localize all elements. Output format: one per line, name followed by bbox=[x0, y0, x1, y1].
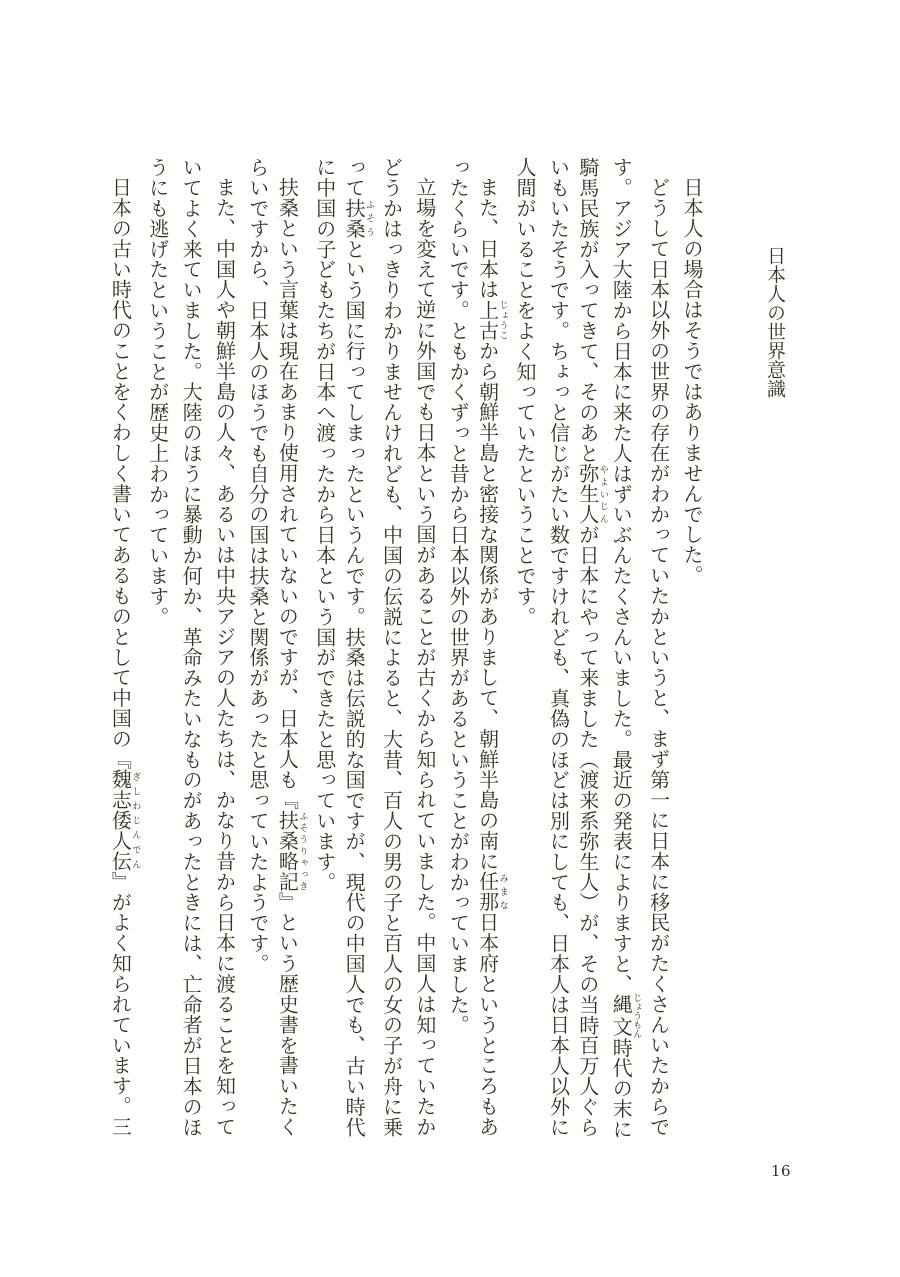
ruby-text: やよいじん bbox=[597, 463, 608, 525]
text-run: 立場を変えて逆に外国でも日本という国があることが古くから知られていました。中国人は知っていたか bbox=[412, 177, 437, 1137]
ruby-annotation bbox=[475, 871, 508, 913]
ruby-base: 扶桑略記 bbox=[275, 810, 300, 892]
ruby-text: みまな bbox=[497, 871, 508, 913]
text-run: また、日本は bbox=[475, 177, 500, 300]
text-run: 』がよく知られています。三 bbox=[108, 871, 133, 1137]
text-run: 人間がいることをよく知っていたということです。 bbox=[513, 157, 538, 627]
text-run: うにも逃げたということが歴史上わかっています。 bbox=[145, 157, 170, 627]
ruby-annotation bbox=[475, 299, 508, 341]
ruby-annotation bbox=[575, 463, 608, 525]
ruby-annotation bbox=[609, 993, 642, 1039]
text-run: また、中国人や朝鮮半島の人々、あるいは中央アジアの人たちは、かなり昔から日本に渡ることを知って bbox=[212, 177, 237, 1137]
ruby-text: ふそう bbox=[364, 197, 375, 239]
text-run: す。アジア大陸から日本に来た人はずいぶんたくさんいました。最近の発表によりますと、 bbox=[609, 157, 634, 995]
text-column bbox=[474, 157, 507, 1137]
text-column bbox=[174, 157, 207, 1137]
text-run: 騎馬民族が入ってきて、そのあと bbox=[575, 157, 600, 464]
text-column bbox=[541, 157, 574, 1137]
ruby-base: 任那 bbox=[475, 871, 500, 913]
text-column bbox=[574, 157, 607, 1137]
text-run: 』という歴史書を書いたく bbox=[275, 891, 300, 1137]
text-run: から朝鮮半島と密接な関係がありまして、朝鮮半島の南に bbox=[475, 340, 500, 872]
ruby-base: 縄文 bbox=[609, 993, 634, 1039]
body-text bbox=[107, 157, 708, 1140]
text-column bbox=[641, 157, 674, 1137]
text-column bbox=[207, 157, 240, 1137]
text-run: 扶桑という言葉は現在あまり使用されていないのですが、日本人も『 bbox=[275, 177, 300, 811]
ruby-base: 魏志倭人伝 bbox=[108, 769, 133, 872]
text-run: 日本の古い時代のことをくわしく書いてあるものとして中国の『 bbox=[108, 177, 133, 770]
text-run: 時代の末に bbox=[609, 1037, 634, 1140]
ruby-text: じょうもん bbox=[631, 993, 642, 1039]
text-run: どうして日本以外の世界の存在がわかっていたかというと、まず第一に日本に移民がたくさんいたからで bbox=[646, 177, 671, 1137]
ruby-text: じょうこ bbox=[497, 299, 508, 341]
ruby-text: ふそうりゃっき bbox=[297, 810, 308, 892]
ruby-annotation bbox=[342, 197, 375, 239]
text-run: らいですから、日本人のほうでも自分の国は扶桑と関係があったと思っていたようです。 bbox=[245, 157, 270, 974]
text-run: いてよく来ていました。大陸のほうに暴動か何か、革命みたいなものがあったときには、亡命者が日本のほ bbox=[179, 157, 204, 1138]
text-run: って bbox=[342, 157, 367, 198]
text-run: いもいたそうです。ちょっと信じがたい数ですけれども、真偽のほどは別にしても、日本人は日本人以外に bbox=[546, 157, 571, 1138]
text-column bbox=[140, 157, 173, 1137]
text-column bbox=[441, 157, 474, 1137]
page-number: 16 bbox=[771, 1162, 792, 1180]
text-column bbox=[374, 157, 407, 1137]
ruby-annotation bbox=[108, 769, 141, 872]
text-run: が日本にやって来ました（渡来系弥生人）が、その当時百万人ぐら bbox=[575, 524, 600, 1138]
text-column bbox=[241, 157, 274, 1137]
text-column bbox=[675, 157, 708, 1137]
text-column bbox=[307, 157, 340, 1137]
ruby-base: 扶桑 bbox=[342, 197, 367, 239]
text-column bbox=[407, 157, 440, 1137]
text-run: に中国の子どもたちが日本へ渡ったから日本という国ができたと思っています。 bbox=[312, 157, 337, 893]
text-run: 日本府というところもあ bbox=[475, 912, 500, 1137]
text-run: 日本人の場合はそうではありませんでした。 bbox=[680, 177, 704, 586]
text-column bbox=[608, 157, 642, 1140]
ruby-annotation bbox=[275, 810, 308, 892]
ruby-base: 弥生人 bbox=[575, 463, 600, 525]
ruby-base: 上古 bbox=[475, 299, 500, 341]
text-run: ったくらいです。ともかくずっと昔から日本以外の世界があるということがわかっていました。 bbox=[446, 157, 471, 1036]
section-heading: 日本人の世界意識 bbox=[764, 246, 786, 398]
text-run: という国に行ってしまったというんです。扶桑は伝説的な国ですが、現代の中国人でも、古い時代 bbox=[342, 238, 367, 1138]
text-column bbox=[107, 157, 140, 1137]
text-run: どうかはっきりわかりませんけれども、中国の伝説によると、大昔、百人の男の子と百人の女の子が舟に乗 bbox=[379, 157, 404, 1138]
ruby-text: ぎしわじんでん bbox=[130, 769, 141, 872]
text-column bbox=[274, 157, 307, 1137]
text-column bbox=[508, 157, 541, 1137]
text-column bbox=[341, 157, 374, 1137]
